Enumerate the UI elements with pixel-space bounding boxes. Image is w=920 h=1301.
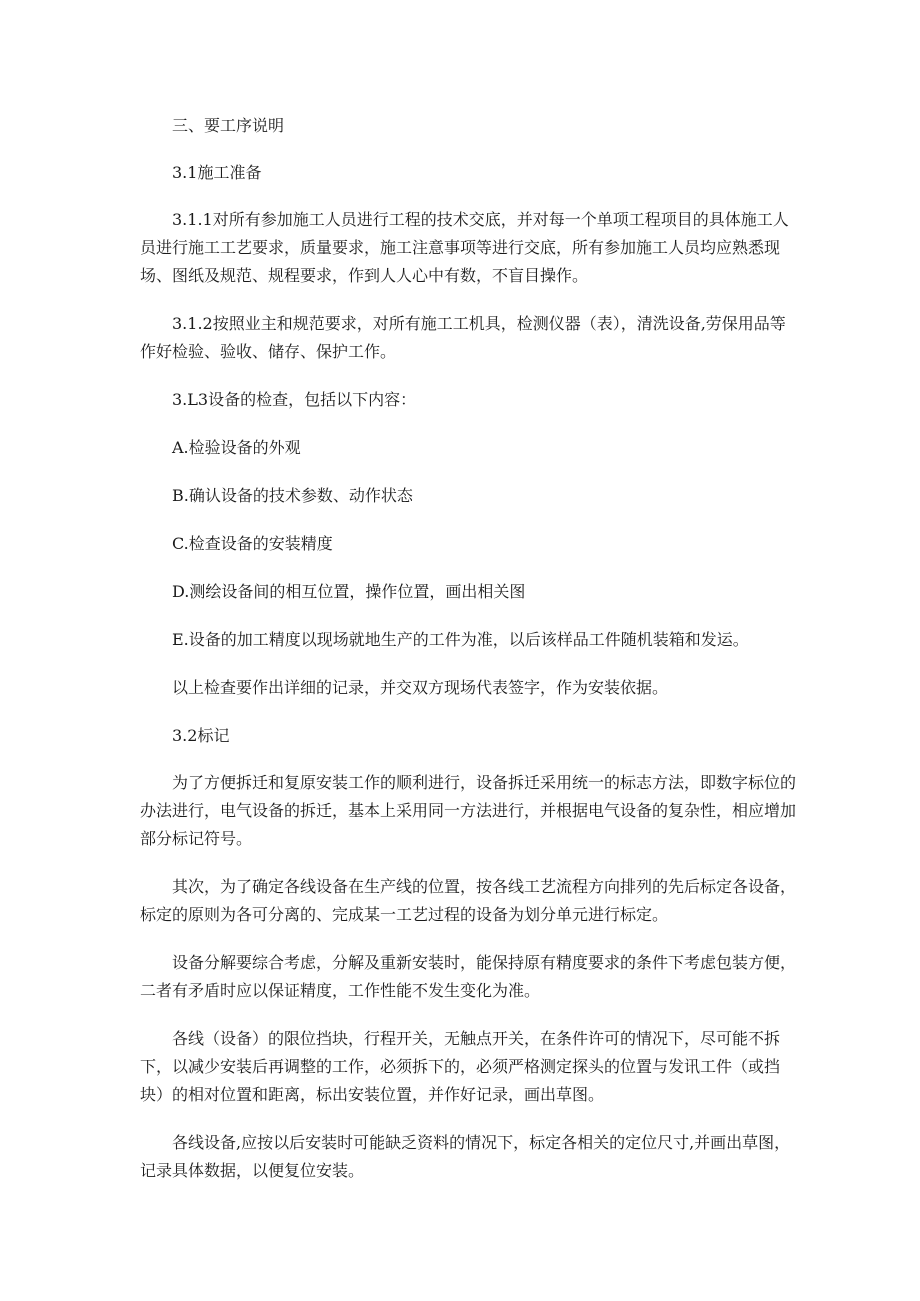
paragraph-disassembly: 设备分解要综合考虑，分解及重新安装时，能保持原有精度要求的条件下考虑包装方便，二者有矛盾时应以保证精度，工作性能不发生变化为准。 bbox=[140, 953, 797, 1000]
inspection-note: 以上检查要作出详细的记录，并交双方现场代表签字，作为安装依据。 bbox=[172, 678, 669, 697]
subsection-heading-3-1: 3.1施工准备 bbox=[172, 163, 262, 182]
list-item-d: D.测绘设备间的相互位置，操作位置，画出相关图 bbox=[172, 582, 526, 601]
list-item-a: A.检验设备的外观 bbox=[172, 438, 301, 457]
list-item-c: C.检查设备的安装精度 bbox=[172, 534, 333, 553]
document-body bbox=[140, 112, 800, 1205]
section-heading: 三、要工序说明 bbox=[172, 116, 285, 135]
paragraph-3-1-1: 3.1.1对所有参加施工人员进行工程的技术交底，并对每一个单项工程项目的具体施工人员进行施工工艺要求，质量要求，施工注意事项等进行交底，所有参加施工人员均应熟悉现场、图纸及规范、规程要求，作到人人心中有数，不盲目操作。 bbox=[140, 210, 789, 285]
list-item-e: E.设备的加工精度以现场就地生产的工件为准，以后该样品工件随机装箱和发运。 bbox=[172, 630, 749, 649]
paragraph-positioning: 各线设备,应按以后安装时可能缺乏资料的情况下，标定各相关的定位尺寸,并画出草图，记录具体数据，以便复位安装。 bbox=[140, 1133, 791, 1180]
paragraph-3-1-3: 3.L3设备的检查，包括以下内容： bbox=[172, 390, 417, 409]
paragraph-marking-method: 为了方便拆迁和复原安装工作的顺利进行，设备拆迁采用统一的标志方法，即数字标位的办法进行，电气设备的拆迁，基本上采用同一方法进行，并根据电气设备的复杂性，相应增加部分标记符号。 bbox=[140, 773, 797, 848]
subsection-heading-3-2: 3.2标记 bbox=[172, 726, 230, 745]
paragraph-marking-order: 其次，为了确定各线设备在生产线的位置，按各线工艺流程方向排列的先后标定各设备，标定的原则为各可分离的、完成某一工艺过程的设备为划分单元进行标定。 bbox=[140, 877, 797, 924]
paragraph-limit-switches: 各线（设备）的限位挡块，行程开关，无触点开关，在条件许可的情况下，尽可能不拆下，以减少安装后再调整的工作，必须拆下的，必须严格测定探头的位置与发讯工件（或挡块）的相对位置和距离，标出安装位置，并作好记录，画出草图。 bbox=[140, 1029, 781, 1104]
paragraph-3-1-2: 3.1.2按照业主和规范要求，对所有施工工机具，检测仪器（表），清洗设备,劳保用品等作好检验、验收、储存、保护工作。 bbox=[140, 314, 786, 361]
list-item-b: B.确认设备的技术参数、动作状态 bbox=[172, 486, 413, 505]
